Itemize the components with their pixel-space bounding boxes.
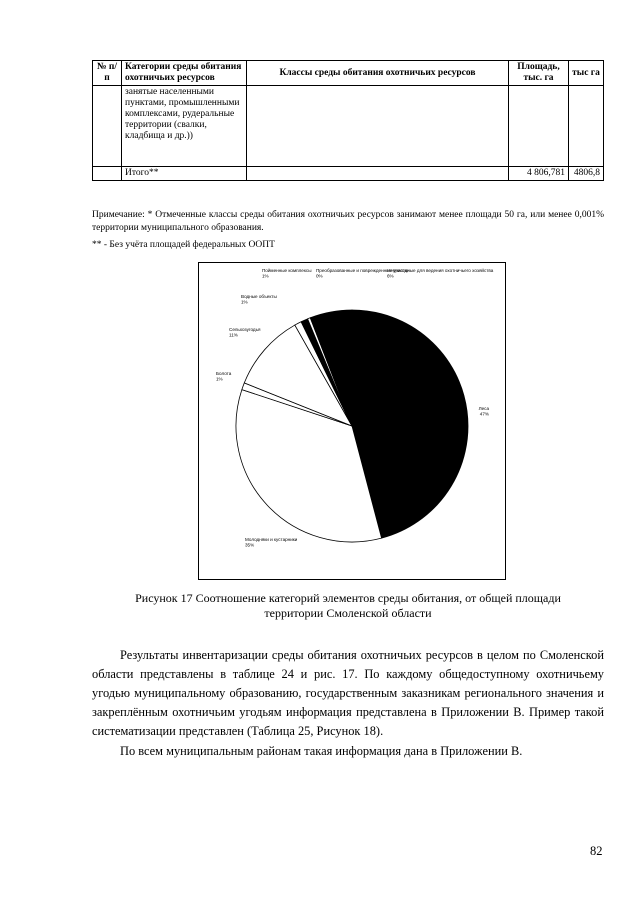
- habitat-table: [92, 60, 604, 181]
- col-header-number: № п/п: [93, 61, 122, 86]
- body-paragraph-2: По всем муниципальным районам такая информация дана в Приложении В.: [120, 744, 523, 758]
- table-total-label: Итого**: [122, 167, 247, 181]
- body-paragraph-1: Результаты инвентаризации среды обитания охотничьих ресурсов в целом по Смоленской области представлены в таблице 24 и рис. 17. По каждому общедоступному охотничьему угодью муниципальному образованию, государственным заказникам регионального значения и закреплённым охотничьим угодьям информация представлена в Приложении В. Пример такой систематизации представлен (Таблица 25, Рисунок 18).: [92, 648, 604, 738]
- pie-label-7: Непригодные для ведения охотничьего хозяйства 6%: [387, 268, 494, 279]
- pie-chart-svg: [199, 263, 505, 579]
- table-footnote: ** - Без учёта площадей федеральных ООПТ: [92, 240, 275, 250]
- col-header-area2: тыс га: [569, 61, 604, 86]
- pie-label-5: Пойменные комплексы 1%: [262, 268, 312, 279]
- table-row: [93, 86, 604, 167]
- col-header-classes: Классы среды обитания охотничьих ресурсов: [247, 61, 509, 86]
- pie-label-0: Леса 47%: [478, 406, 489, 417]
- pie-chart: [198, 262, 506, 580]
- pie-label-1: Молодняки и кустарники 35%: [245, 537, 298, 548]
- table-total-area: 4 806,781: [509, 167, 569, 181]
- table-total-area2: 4806,8: [569, 167, 604, 181]
- table-cell-category: занятые населенными пунктами, промышленными комплексами, рудеральные территории (свалки, кладбища и др.)): [122, 86, 247, 167]
- table-total-row: [93, 167, 604, 181]
- figure-caption-line1: Рисунок 17 Соотношение категорий элементов среды обитания, от общей площади: [135, 591, 561, 605]
- pie-label-4: Водные объекты 1%: [241, 294, 277, 305]
- col-header-category: Категории среды обитания охотничьих ресурсов: [122, 61, 247, 86]
- pie-label-6: Преобразованные и поврежденные участки 0%: [316, 268, 410, 279]
- pie-label-2: Болота 1%: [216, 371, 232, 382]
- figure-caption-line2: территории Смоленской области: [264, 606, 432, 620]
- table-header-row: [93, 61, 604, 86]
- col-header-area: Площадь, тыс. га: [509, 61, 569, 86]
- table-note: Примечание: * Отмеченные классы среды обитания охотничьих ресурсов занимают менее площади 50 га, или менее 0,001% территории муниципального образования.: [92, 210, 604, 233]
- figure-caption: [92, 591, 604, 621]
- page-number: 82: [590, 844, 603, 858]
- pie-label-3: Сельхозугодья 11%: [229, 327, 261, 338]
